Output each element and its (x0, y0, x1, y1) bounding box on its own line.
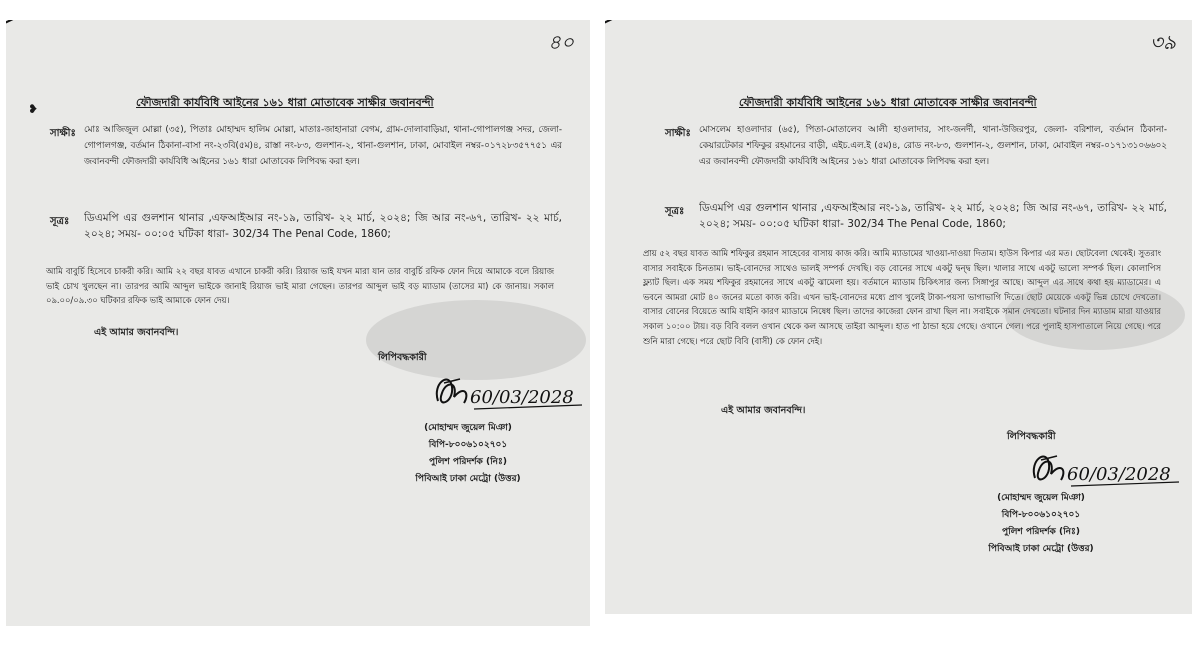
witness-details: মোঃ আজিজুল মোল্লা (৩৫), পিতাঃ মোহাম্মদ হালিম মোল্লা, মাতাঃ-জাহানারা বেগম, গ্রাম-দোলাবাড়িয়া, থানা-গোপালগঞ্জ সদর, জেলা-গোপালগঞ্জ, বর্তমান ঠিকানা-বাসা নং-২৩বি(৫ম)৪, রাস্তা নং-৮৩, গুলশান-২, থানা-গুলশান, ঢাকা, মোবাইল নম্বর-০১৭২৮৩৫৭৭৫১ এর জবানবন্দী ফৌজদারী কার্যবিধি আইনের ১৬১ ধারা মোতাবেক লিপিবদ্ধ করা হল। (84, 125, 562, 167)
document-page-right (605, 20, 1192, 614)
document-title: ফৌজদারী কার্যবিধি আইনের ১৬১ ধারা মোতাবেক সাক্ষীর জবানবন্দী (136, 96, 434, 109)
page-number: ৪০ (548, 30, 574, 54)
officer-name: (মোহাম্মদ জুয়েল মিঞা) (997, 493, 1085, 503)
officer-rank: পুলিশ পরিদর্শক (নিঃ) (1002, 527, 1080, 537)
officer-name: (মোহাম্মদ জুয়েল মিঞা) (424, 423, 512, 433)
officer-unit: পিবিআই ঢাকা মেট্রো (উত্তর) (988, 544, 1094, 554)
page-number: ৩৯ (1150, 30, 1176, 54)
bullet-mark: ❥ (28, 102, 39, 116)
reference-label: সূত্রঃ (665, 206, 685, 217)
statement-body: প্রায় ৫২ বছর যাবত আমি শফিকুর রহমান সাহেবের বাসায় কাজ করি। আমি ম্যাডামের খাওয়া-দাওয়া দিতাম। হাউস কিপার এর মত। ছোটবেলা থেকেই। সুতরাং বাসার সবাইকে চিনতাম। ভাই-বোনদের সাথেও ভালই সম্পর্ক দেখছি। বড় বোনের সাথে একটু দ্বন্দ্ব ছিল। খালার সাথে একটু ভালো সম্পর্ক ছিল। কোলাপিস ফ্ল্যাট ছিল। এক সময় শফিকুর রহমানের সাথে একটু ঝামেলা হয়। বর্তমানে ম্যাডাম চিকিৎসার জন্য সিঙ্গাপুর আছে। আব্দুল এর সাথে কথা হয় ম্যাডামের। এ ভবনে আমরা মোট ৪০ জনের মতো কাজ করি। এখন ভাই-বোনদের মধ্যে প্রাণ খুলেই টাকা-পয়সা ভাগাভাগি দিতে। ছোট মেয়েকে একটু ভিন্ন চোখে দেখতো। বাসার বোনের বিয়েতে আমি যাইনি কারণ ম্যাডামে নিষেধ ছিল। তাদের কাজেরা ফোন রাখা ছিল না। সবাইকে সমান দেখতো। ঘটনার দিন ম্যাডাম মারা যাওয়ার সকাল ১০:০০ টায়। বড় বিবি বলল ওখান থেকে কল আসছে তাইরা আব্দুল। হাত পা ঠান্ডা হয়ে গেছে। ওখানে গেল। পরে পুলাই হাসপাতালে নিয়ে গেছে। পরে শুনি মারা গেছে। পরে ছোট বিবি (বাসী) কে ফোন দেই। (643, 248, 1161, 346)
officer-bp: বিপি-৮০০৬১০২৭০১ (1001, 510, 1081, 520)
reference-details: ডিএমপি এর গুলশান থানার ,এফআইআর নং-১৯, তারিখ- ২২ মার্চ, ২০২৪; জি আর নং-৬৭, তারিখ- ২২ মার্চ, ২০২৪; সময়- ০০:০৫ ঘটিকা ধারা- 302/34 The Penal Code, 1860; (699, 202, 1167, 230)
witness-label: সাক্ষীঃ (665, 128, 691, 139)
officer-bp: বিপি-৮০০৬১০২৭০১ (428, 440, 508, 450)
witness-details: মোসলেম হাওলাদার (৬৫), পিতা-মোতালেব আলী হাওলাদার, সাং-জনর্দী, থানা-উজিরপুর, জেলা- বরিশাল, বর্তমান ঠিকানা-কেয়ারটেকার শফিকুর রহমানের বাড়ী, এইচ.এল.ই (৫ম)৪, রোড নং-৮৩, গুলশান-২, গুলশান, ঢাকা, মোবাইল নম্বর-০১৭১৩১০৬৬০২ এর জবানবন্দী ফৌজদারী কার্যবিধি আইনের ১৬১ ধারা মোতাবেক লিপিবদ্ধ করা হল। (699, 125, 1167, 167)
statement-closing: এই আমার জবানবন্দি। (721, 405, 806, 416)
document-page-left (6, 20, 590, 626)
statement-body: আমি বাবুর্চি হিসেবে চাকরী করি। আমি ২২ বছর যাবত এখানে চাকরী করি। রিয়াজ ভাই যখন মারা যান তার বাবুর্চি রফিক ফোন দিয়ে আমাকে বলে রিয়াজ ভাই চোখ খুলছেন না। তারপর আমি আব্দুল ভাইকে জানাই রিয়াজ ভাই মারা গেছেন। তারপর আব্দুল ভাই বড় ম্যাডাম (তাসের মা) কে জানায়। সকাল ০৯.০০/০৯.৩০ ঘটিকার রফিক ভাই আমাকে ফোন দেয়। (46, 266, 554, 306)
officer-signature (424, 363, 590, 423)
recorder-label: লিপিবদ্ধকারী (378, 352, 427, 363)
document-title: ফৌজদারী কার্যবিধি আইনের ১৬১ ধারা মোতাবেক সাক্ষীর জবানবন্দী (739, 96, 1037, 109)
signature-date: 60/03/2028 (470, 387, 574, 408)
officer-unit: পিবিআই ঢাকা মেট্রো (উত্তর) (415, 474, 521, 484)
signature-date: 60/03/2028 (1067, 464, 1171, 485)
statement-closing: এই আমার জবানবন্দি। (94, 327, 179, 338)
officer-block (398, 420, 538, 488)
pen-stroke (605, 20, 659, 28)
reference-details: ডিএমপি এর গুলশান থানার ,এফআইআর নং-১৯, তারিখ- ২২ মার্চ, ২০২৪; জি আর নং-৬৭, তারিখ- ২২ মার্চ, ২০২৪; সময়- ০০:০৫ ঘটিকা ধারা- 302/34 The Penal Code, 1860; (84, 212, 562, 240)
officer-rank: পুলিশ পরিদর্শক (নিঃ) (429, 457, 507, 467)
scan-smudge (1005, 280, 1185, 350)
recorder-label: লিপিবদ্ধকারী (1007, 431, 1056, 442)
witness-label: সাক্ষীঃ (50, 128, 76, 139)
pen-stroke (6, 20, 60, 28)
officer-block (971, 490, 1111, 558)
reference-label: সূত্রঃ (50, 216, 70, 227)
